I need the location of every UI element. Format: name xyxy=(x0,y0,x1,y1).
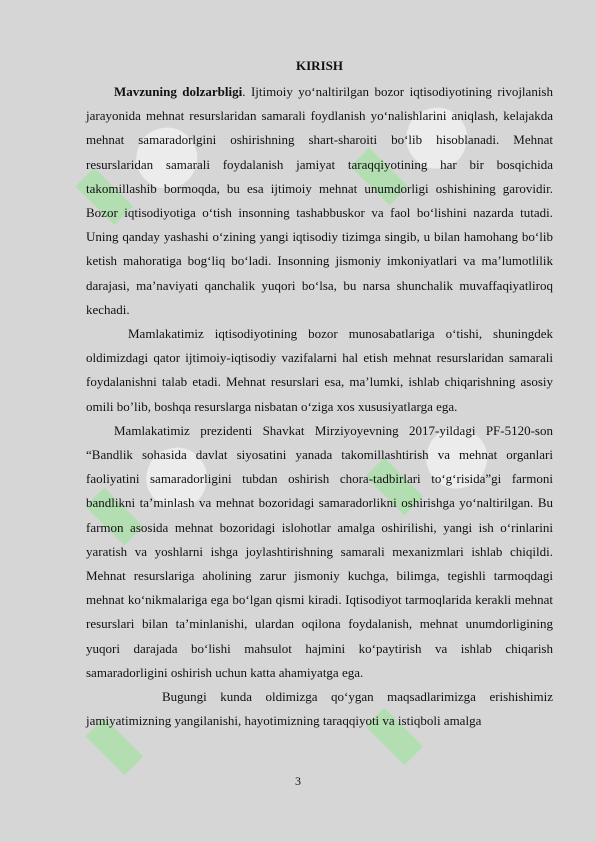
watermark-logo: ⬤ xyxy=(115,106,213,204)
paragraph-4: Bugungi kunda oldimizga qo‘ygan maqsadlarimizga erishishimiz jamiyatimizning yangilanishi, hayotimizning taraqqiyoti va istiqboli amalga xyxy=(86,689,553,729)
paragraph-3: Mamlakatimiz prezidenti Shavkat Mirziyoyevning 2017-yildagi PF-5120-son “Bandlik sohasida davlat siyosatini yanada takomillashtirish va mehnat organlari faoliyatini samaradorligini tubdan oshirish chora-tadbirlari to‘g‘risida”gi farmoni bandlikni ta’minlash va mehnat bozoridagi samaradorlikni oshirishga yo‘naltirilgan. Bu farmon asosida mehnat bozoridagi islohotlar amalga oshirilishi, yangi ish o‘rinlarini yaratish va yoshlarni ishga joylashtirishning samarali mexanizmlari ishlab chiqildi. Mehnat resurslariga aholining zarur jismoniy kuchga, bilimga, tegishli tarmoqdagi mehnat ko‘nikmalariga ega bo‘lgan qismi kiradi. Iqtisodiyot tarmoqlarida kerakli mehnat resurslari bilan ta’minlanishi, ulardan oqilona foydalanish, mehnat unumdorligining yuqori darajada bo‘lishi mahsulot hajmini ko‘paytirish va ishlab chiqarish samaradorligini oshirish uchun katta ahamiyatga ega. xyxy=(86,422,553,680)
page-number: 3 xyxy=(295,774,301,788)
watermark-logo: ⬤ xyxy=(385,86,483,184)
watermark-logo: ▮ xyxy=(66,468,154,556)
watermark-logo: ⬤ xyxy=(125,426,223,524)
paragraph-lead: Mavzuning dolzarbligi xyxy=(114,84,243,99)
watermark-logo: ▮ xyxy=(66,698,154,786)
paragraph-1 xyxy=(86,80,553,322)
paragraph-text: . Ijtimoiy yo‘naltirilgan bozor iqtisodiyotining rivojlanish jarayonida mehnat resurslaridan samarali foydlanish yo‘nalishlarini aniqlash, kelajakda mehnat samaradorlgini oshirishning shart-sharoiti bo‘lib hisoblanadi. Mehnat resurslaridan samarali foydalanish jamiyat taraqqiyotining har bir bosqichida takomillashib bormoqda, bu esa ijtimoiy mehnat unumdorligi oshishining garovidir. Bozor iqtisodiyotiga o‘tish insonning tashabbuskor va faol bo‘lishini nazarda tutadi. Uning qanday yashashi o‘zining yangi iqtisodiy tizimga singib, u bilan hamohang bo‘lib ketish mahoratiga bog‘liq bo‘ladi. Insonning jismoniy imkoniyatlari va ma’lumotlilik darajasi, ma’naviyati qanchalik yuqori bo‘lsa, bu narsa shunchalik muvaffaqiyatliroq kechadi. xyxy=(86,84,553,317)
watermark-logo: ▮ xyxy=(56,148,144,236)
watermark-logo: ▮ xyxy=(331,128,419,216)
watermark-logo: ▮ xyxy=(346,438,434,526)
watermark-logo: ⬤ xyxy=(405,406,503,504)
paragraph-2: Mamlakatimiz iqtisodiyotining bozor munosabatlariga o‘tishi, shuningdek oldimizdagi qator ijtimoiy-iqtisodiy vazifalarni hal etish mehnat resurslaridan samarali foydalanishni talab etadi. Mehnat resurslari esa, ma’lumki, ishlab chiqarishning asosiy omili bo’lib, boshqa resurslarga nisbatan o‘ziga xos xususiyatlarga ega. xyxy=(86,326,553,414)
watermark-logo: ▮ xyxy=(346,688,434,776)
page-title: KIRISH xyxy=(296,58,343,73)
document-body xyxy=(86,58,553,733)
